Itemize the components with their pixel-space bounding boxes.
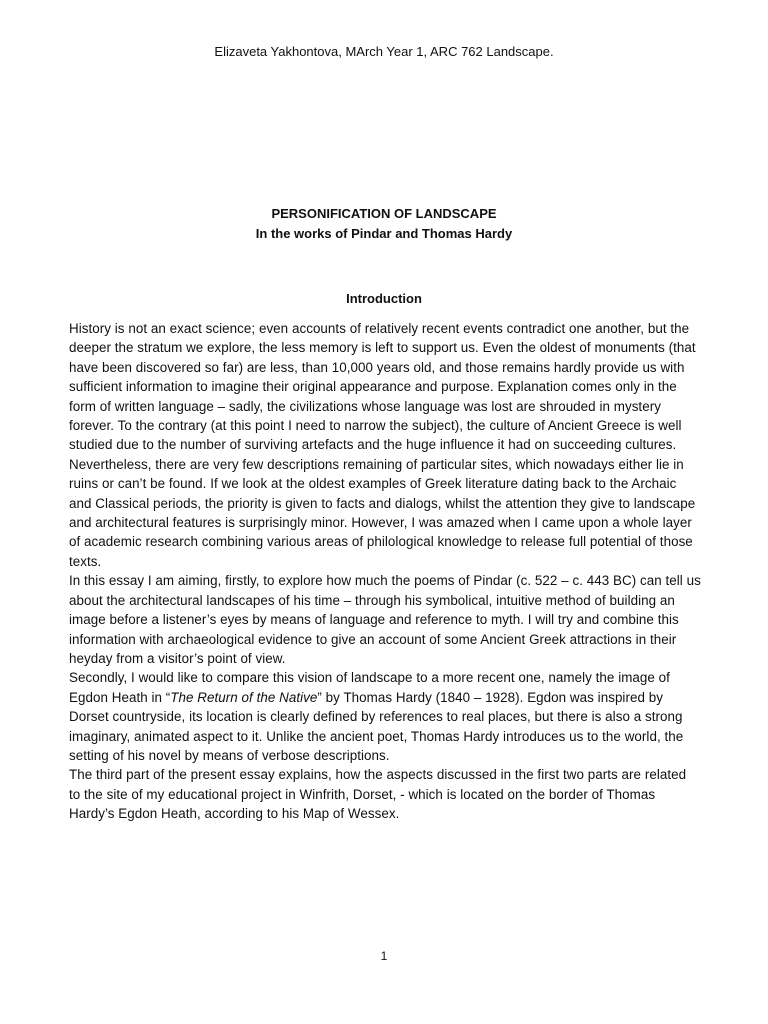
book-title: The Return of the Native — [170, 689, 318, 705]
document-title: PERSONIFICATION OF LANDSCAPE — [271, 206, 497, 221]
paragraph-text: Secondly, I would like to compare this vision of landscape to a more recent one, namely the image of Egdon Heath in “ — [69, 670, 670, 705]
section-heading: Introduction — [346, 291, 422, 306]
paragraph-text: ” by Thomas Hardy (1840 – 1928). Egdon was inspired by Dorset countryside, its location is clearly defined by references to real places, but there is also a strong imaginary, animated aspect to it. Unlike the ancient poet, Thomas Hardy introduces us to the world, the setting of his novel by means of verbose descriptions. — [69, 689, 684, 763]
document-subtitle: In the works of Pindar and Thomas Hardy — [255, 226, 513, 241]
paragraph: The third part of the present essay explains, how the aspects discussed in the first two parts are related to the site of my educational project in Winfrith, Dorset, - which is located on the border of Thomas Hardy’s Egdon Heath, according to his Map of Wessex. — [69, 767, 687, 822]
title-block — [0, 204, 768, 244]
page-header: Elizaveta Yakhontova, MArch Year 1, ARC 762 Landscape. — [214, 44, 554, 59]
body-text — [69, 319, 701, 824]
page-number: 1 — [380, 949, 388, 963]
paragraph: In this essay I am aiming, firstly, to explore how much the poems of Pindar (c. 522 – c. 443 BC) can tell us about the architectural landscapes of his time – through his symbolical, intuitive method of building an image before a listener’s eyes by means of language and reference to myth. I will try and combine this information with archaeological evidence to give an account of some Ancient Greek attractions in their heyday from a visitor’s point of view. — [69, 573, 701, 666]
paragraph: History is not an exact science; even accounts of relatively recent events contradict one another, but the deeper the stratum we explore, the less memory is left to support us. Even the oldest of monuments (that have been discovered so far) are less, than 10,000 years old, and those remains hardly provide us with sufficient information to imagine their original appearance and purpose. Explanation comes only in the form of written language – sadly, the civilizations whose language was lost are shrouded in mystery forever. To the contrary (at this point I need to narrow the subject), the culture of Ancient Greece is well studied due to the number of surviving artefacts and the huge influence it had on succeeding cultures. Nevertheless, there are very few descriptions remaining of particular sites, which nowadays either lie in ruins or can’t be found. If we look at the oldest examples of Greek literature dating back to the Archaic and Classical periods, the priority is given to facts and dialogs, whilst the attention they give to landscape and architectural features is surprisingly minor. However, I was amazed when I came upon a whole layer of academic research combining various areas of philological knowledge to release full potential of those texts. — [69, 321, 696, 569]
paragraph — [69, 668, 701, 765]
